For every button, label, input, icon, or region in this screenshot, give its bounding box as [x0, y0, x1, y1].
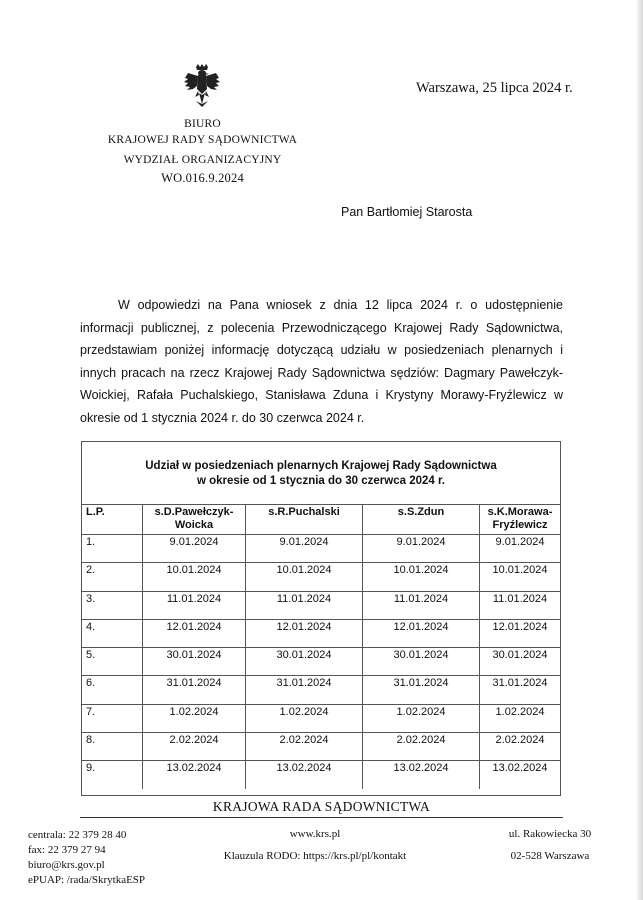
table-title — [82, 459, 560, 489]
date-cell: 12.01.2024 — [246, 619, 363, 647]
date-cell: 30.01.2024 — [363, 648, 480, 676]
attendance-table-box — [81, 441, 561, 796]
table-title-line-2: w okresie od 1 stycznia do 30 czerwca 2024 r. — [196, 475, 446, 487]
date-cell: 10.01.2024 — [480, 563, 561, 591]
row-number-cell: 2. — [82, 563, 143, 591]
addressee: Pan Bartłomiej Starosta — [341, 205, 473, 219]
footer-website[interactable]: www.krs.pl — [289, 828, 341, 840]
polish-eagle-emblem — [183, 64, 221, 110]
footer-email[interactable]: biuro@krs.gov.pl — [28, 859, 105, 871]
column-header-puchalski: s.R.Puchalski — [246, 505, 363, 535]
office-line-2: KRAJOWEJ RADY SĄDOWNICTWA — [107, 134, 298, 146]
table-row — [82, 761, 560, 789]
table-row — [82, 619, 560, 647]
footer-address — [490, 823, 610, 867]
attendance-table — [82, 504, 560, 789]
footer-city: 02-528 Warszawa — [510, 850, 590, 862]
row-number-cell: 1. — [82, 535, 143, 563]
date-cell: 11.01.2024 — [363, 591, 480, 619]
date-cell: 13.02.2024 — [143, 761, 246, 789]
office-header — [100, 116, 305, 186]
date-cell: 31.01.2024 — [363, 676, 480, 704]
reference-number: WO.016.9.2024 — [161, 171, 244, 185]
date-cell: 11.01.2024 — [480, 591, 561, 619]
date-cell: 11.01.2024 — [246, 591, 363, 619]
date-cell: 31.01.2024 — [480, 676, 561, 704]
date-cell: 9.01.2024 — [363, 535, 480, 563]
office-line-3: WYDZIAŁ ORGANIZACYJNY — [123, 154, 282, 166]
place-and-date: Warszawa, 25 lipca 2024 r. — [416, 80, 573, 96]
table-row — [82, 676, 560, 704]
row-number-cell: 8. — [82, 733, 143, 761]
date-cell: 30.01.2024 — [246, 648, 363, 676]
row-number-cell: 6. — [82, 676, 143, 704]
date-cell: 12.01.2024 — [480, 619, 561, 647]
date-cell: 10.01.2024 — [143, 563, 246, 591]
page-edge-shadow — [637, 0, 643, 900]
office-line-1: BIURO — [184, 118, 221, 130]
date-cell: 12.01.2024 — [363, 619, 480, 647]
row-number-cell: 9. — [82, 761, 143, 789]
table-row — [82, 648, 560, 676]
date-cell: 31.01.2024 — [246, 676, 363, 704]
row-number-cell: 4. — [82, 619, 143, 647]
footer-phone: centrala: 22 379 28 40 — [28, 829, 127, 841]
date-cell: 13.02.2024 — [480, 761, 561, 789]
date-cell: 13.02.2024 — [363, 761, 480, 789]
table-title-line-1: Udział w posiedzeniach plenarnych Krajowej Rady Sądownictwa — [145, 460, 497, 472]
date-cell: 2.02.2024 — [246, 733, 363, 761]
table-row — [82, 704, 560, 732]
column-header-zdun: s.S.Zdun — [363, 505, 480, 535]
date-cell: 13.02.2024 — [246, 761, 363, 789]
date-cell: 10.01.2024 — [363, 563, 480, 591]
footer-fax: fax: 22 379 27 94 — [28, 844, 106, 856]
column-header-morawa: s.K.Morawa-Fryźlewicz — [480, 505, 561, 535]
letter-body: W odpowiedzi na Pana wniosek z dnia 12 lipca 2024 r. o udostępnienie informacji publicznej, z polecenia Przewodniczącego Krajowej Rady Sądownictwa, przedstawiam poniżej informację dotyczącą udziału w posiedzeniach plenarnych i innych pracach na rzecz Krajowej Rady Sądownictwa sędziów: Dagmary Pawełczyk-Woickiej, Rafała Puchalskiego, Stanisława Zduna i Krystyny Morawy-Fryźlewicz w okresie od 1 stycznia 2024 r. do 30 czerwca 2024 r. — [80, 298, 563, 425]
table-row — [82, 591, 560, 619]
row-number-cell: 5. — [82, 648, 143, 676]
date-cell: 30.01.2024 — [143, 648, 246, 676]
table-row — [82, 733, 560, 761]
date-cell: 1.02.2024 — [480, 704, 561, 732]
date-cell: 1.02.2024 — [363, 704, 480, 732]
column-header-pawelczyk: s.D.Pawełczyk-Woicka — [143, 505, 246, 535]
footer-center — [200, 823, 430, 867]
footer-organization: KRAJOWA RADA SĄDOWNICTWA — [212, 799, 431, 814]
table-row — [82, 535, 560, 563]
date-cell: 2.02.2024 — [363, 733, 480, 761]
date-cell: 31.01.2024 — [143, 676, 246, 704]
date-cell: 11.01.2024 — [143, 591, 246, 619]
table-header-row — [82, 505, 560, 535]
footer-epuap: ePUAP: /rada/SkrytkaESP — [28, 874, 146, 886]
footer-divider — [80, 817, 563, 818]
date-cell: 30.01.2024 — [480, 648, 561, 676]
date-cell: 2.02.2024 — [480, 733, 561, 761]
date-cell: 9.01.2024 — [246, 535, 363, 563]
row-number-cell: 7. — [82, 704, 143, 732]
date-cell: 1.02.2024 — [246, 704, 363, 732]
date-cell: 2.02.2024 — [143, 733, 246, 761]
table-row — [82, 563, 560, 591]
date-cell: 9.01.2024 — [480, 535, 561, 563]
footer-street: ul. Rakowiecka 30 — [508, 828, 592, 840]
date-cell: 9.01.2024 — [143, 535, 246, 563]
date-cell: 12.01.2024 — [143, 619, 246, 647]
footer-rodo[interactable]: Klauzula RODO: https://krs.pl/pl/kontakt — [223, 850, 407, 862]
footer-contact — [28, 828, 145, 888]
date-cell: 1.02.2024 — [143, 704, 246, 732]
column-header-lp: L.P. — [82, 505, 143, 535]
date-cell: 10.01.2024 — [246, 563, 363, 591]
row-number-cell: 3. — [82, 591, 143, 619]
